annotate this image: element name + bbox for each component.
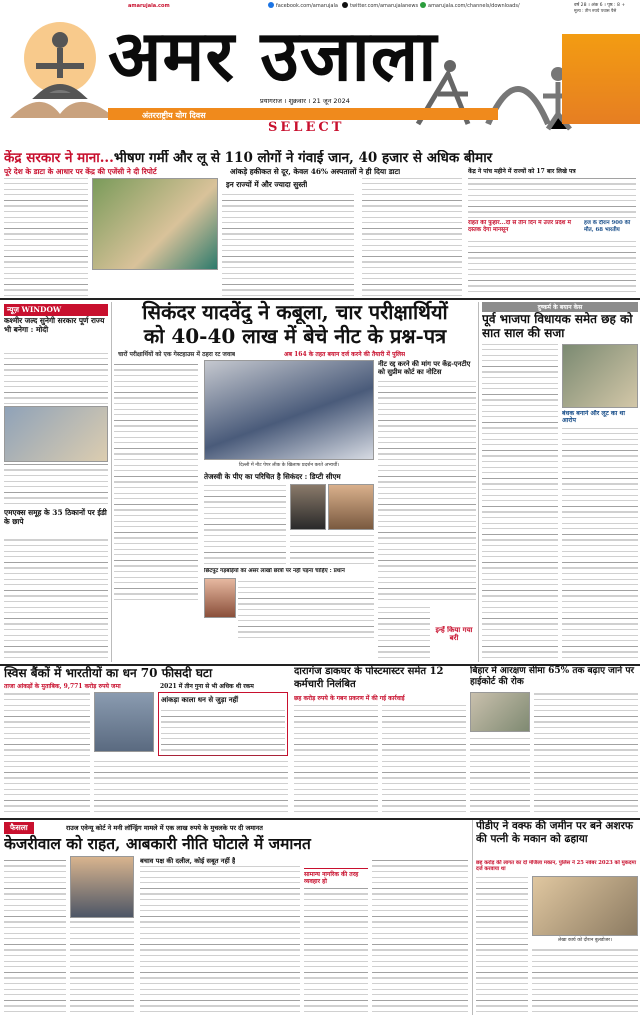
swiss-col2 xyxy=(94,760,288,812)
tejashwi-head[interactable]: तेजस्वी के पीए का परिचित है सिकंदर : डिप्टी सीएम xyxy=(204,472,341,481)
mx-head[interactable]: एमएक्स समूह के 35 ठिकानों पर ईडी के छापे xyxy=(4,508,107,526)
twitter-icon[interactable] xyxy=(342,2,348,8)
bihar-col1 xyxy=(470,734,530,812)
bjp-caption: बंधक बनाने और लूट का था आरोप xyxy=(562,410,625,425)
kejriwal-red: सामान्य नागरिक की तरह व्यवहार हो xyxy=(304,868,368,886)
kashmir-head[interactable]: कश्मीर जल्द सुनेगी सरकार पूर्ण राज्य भी बनेगा : मोदी xyxy=(4,316,105,334)
kashmir-text xyxy=(4,348,108,404)
edition-info: वर्ष 28 । अंक 6 । पृष्ठ : 8 + xyxy=(574,3,626,8)
place-date: प्रयागराज । शुक्रवार । 21 जून 2024 xyxy=(260,97,350,105)
swiss-sub: ताजा आंकड़ों के मुताबिक, 9,771 करोड़ रुपये जमा xyxy=(4,683,121,690)
tejashwi-text-2 xyxy=(290,532,374,564)
heat-headline[interactable] xyxy=(4,150,636,166)
waqf-photo xyxy=(532,876,638,936)
swiss-headline[interactable]: स्विस बैंकों में भारतीयों का धन 70 फीसदी घटा xyxy=(4,666,213,680)
facebook-icon[interactable] xyxy=(268,2,274,8)
neet-col-bottom xyxy=(378,604,430,658)
heat-sub2: आंकड़े हकीकत से दूर, केवल 46% अस्पतालों ने ही दिया डाटा xyxy=(230,167,401,176)
heat-sub1: पूरे देश के डाटा के आधार पर केंद्र की एजेंसी ने दी रिपोर्ट xyxy=(4,167,157,176)
kejriwal-strap: राउज एवेन्यू कोर्ट ने मनी लॉन्ड्रिंग मामले में एक लाख रुपये के मुचलके पर दी जमानत xyxy=(66,824,263,832)
swiss-box-title: आंकड़ा काला धन से जुड़ा नहीं xyxy=(161,695,239,704)
heat-col2 xyxy=(222,192,354,296)
waqf-col1 xyxy=(476,876,528,1012)
masthead-title[interactable]: अमर उजाला xyxy=(108,14,438,97)
neet-sub2: अब 164 के तहत बयान दर्ज करने की तैयारी में पुलिस xyxy=(284,351,406,358)
bjp-col2 xyxy=(562,428,638,658)
yoga-day-label: अंतरराष्ट्रीय योग दिवस xyxy=(142,111,206,120)
neet-col1 xyxy=(114,360,198,600)
kejriwal-photo xyxy=(70,856,134,918)
heat-col5 xyxy=(468,236,636,292)
heat-box-title: इन राज्यों में और ज्यादा सुस्ती xyxy=(226,180,308,189)
kejriwal-sub: बचाव पक्ष की दलील, कोई सबूत नहीं है xyxy=(140,857,236,865)
neet-side-head[interactable]: नीट रद्द करने की मांग पर केंद्र-एनटीए को सुप्रीम कोर्ट का नोटिस xyxy=(378,360,471,376)
kejriwal-col5 xyxy=(372,856,468,1012)
kejriwal-col1 xyxy=(4,856,66,1012)
kejriwal-col2 xyxy=(70,920,134,1012)
waqf-headline[interactable]: पीडीए ने वक्फ की जमीन पर बने अशरफ की पत्नी के मकान को ढहाया xyxy=(476,820,633,845)
swiss-box xyxy=(158,692,288,756)
twitter-link[interactable]: twitter.com/amarujalanews xyxy=(350,3,419,9)
masthead xyxy=(0,12,640,135)
bjp-photo xyxy=(562,344,638,408)
inhe-bari: इन्हें किया गया बरी xyxy=(435,626,473,642)
neet-headline-1[interactable]: सिकंदर यादवेंदु ने कबूला, चार परीक्षार्थियों xyxy=(142,300,448,324)
post-col1 xyxy=(294,704,378,812)
news-window-label: न्यूज़ WINDOW xyxy=(4,304,108,316)
kejriwal-headline[interactable]: केजरीवाल को राहत, आबकारी नीति घोटाले में जमानत xyxy=(4,834,311,853)
bihar-col2 xyxy=(534,692,638,812)
waqf-caption: लेखा कार्य को दौरान बुलडोजर। xyxy=(558,938,612,943)
sikandar-photo xyxy=(290,484,326,530)
kashmir-text-2 xyxy=(4,464,108,504)
neet-side-text xyxy=(378,380,476,600)
monsoon-head[interactable]: राहत की फुहार...दो से तीन दिन में उत्तर प्रदेश में दस्तक देगा मानसून xyxy=(468,220,571,233)
tejashwi-text xyxy=(204,484,286,564)
heat-story xyxy=(0,150,640,298)
app-icon[interactable] xyxy=(420,2,426,8)
waqf-sub: छह करोड़ की लागत का दो मंजिला मकान, पुलिस ने 25 नवंबर 2023 को मुकदमा दर्ज करवाया था xyxy=(476,860,636,873)
app-link[interactable]: amarujala.com/channels/downloads/ xyxy=(428,3,520,9)
post-headline[interactable]: दारागंज डाकघर के पोस्टमास्टर समेत 12 कर्मचारी निलंबित xyxy=(294,666,444,690)
heat-photo xyxy=(92,178,218,270)
heat-col1 xyxy=(4,178,88,296)
kejriwal-col3 xyxy=(140,866,300,1012)
news-window xyxy=(0,302,110,662)
waqf-col2 xyxy=(532,946,638,1012)
yoga-figures-left xyxy=(0,18,125,130)
neet-headline-2[interactable]: को 40-40 लाख में बेचे नीट के प्रश्न-पत्र xyxy=(143,324,447,348)
facebook-link[interactable]: facebook.com/amarujala xyxy=(276,3,338,9)
price: मूल्य : तीन रुपये पचास पैसे xyxy=(574,8,617,13)
post-sub: छह करोड़ रुपये के गबन प्रकरण में की गई कार्रवाई xyxy=(294,695,405,702)
swiss-bar: 2021 में तीन गुना से भी अधिक थी रकम xyxy=(160,683,254,690)
waqf-story xyxy=(476,820,638,1015)
mx-text xyxy=(4,538,108,658)
bjp-headline[interactable]: पूर्व भाजपा विधायक समेत छह को सात साल की सजा xyxy=(482,312,633,340)
pradhan-text xyxy=(238,578,374,638)
select-label: SELECT xyxy=(268,120,345,135)
bihar-story xyxy=(470,666,638,816)
bjp-col1 xyxy=(482,344,558,658)
kejriwal-col4 xyxy=(304,888,368,1012)
bjp-label: दुष्कर्म के बयान केस xyxy=(482,302,638,312)
swiss-col1 xyxy=(4,692,90,812)
bihar-photo xyxy=(470,692,530,732)
heat-col4 xyxy=(468,178,636,218)
heat-right-sub: केंद्र ने पांच महीने में राज्यों को 17 बार लिखे पत्र xyxy=(468,168,576,175)
kashmir-photo xyxy=(4,406,108,462)
swiss-box-text xyxy=(161,706,285,756)
vr-2 xyxy=(478,302,479,662)
heat-headline-text: भीषण गर्मी और लू से 110 लोगों ने गंवाई जान, 40 हजार से अधिक बीमार xyxy=(113,150,493,166)
post-story xyxy=(294,666,466,816)
neet-protest-photo xyxy=(204,360,374,460)
bjp-story xyxy=(482,302,638,662)
pradhan-photo xyxy=(204,578,236,618)
heat-col3 xyxy=(362,178,462,296)
neet-story xyxy=(114,300,476,662)
kejriwal-story xyxy=(0,820,470,1015)
pradhan-head[interactable]: छिटपुट गड़बड़ियों का असर लाखों छात्रों पर नहीं पड़ना चाहिए : प्रधान xyxy=(204,568,345,574)
orange-stripe-right xyxy=(562,34,640,124)
vr-3 xyxy=(472,820,473,1015)
hajj-head[interactable]: हज के दौरान 900 की मौत, 68 भारतीय xyxy=(584,220,631,233)
bihar-headline[interactable]: बिहार में आरक्षण सीमा 65% तक बढ़ाए जाने पर हाईकोर्ट की रोक xyxy=(470,666,635,687)
kejriwal-label: फैसला xyxy=(4,822,34,834)
heat-kicker: केंद्र सरकार ने माना... xyxy=(4,150,114,166)
vr-1 xyxy=(111,302,112,662)
swiss-story xyxy=(0,666,290,816)
site-url[interactable]: amarujala.com xyxy=(128,3,170,9)
top-bar xyxy=(0,0,640,12)
deputy-cm-photo xyxy=(328,484,374,530)
swiss-photo xyxy=(94,692,154,752)
post-col2 xyxy=(382,704,466,812)
neet-sub: चारों परीक्षार्थियों को एक गेस्टहाउस में ठहरा रट जवाब xyxy=(118,351,236,358)
neet-caption: दिल्ली में नीट पेपर लीक के खिलाफ प्रदर्शन करते अभ्यर्थी। xyxy=(238,463,340,468)
